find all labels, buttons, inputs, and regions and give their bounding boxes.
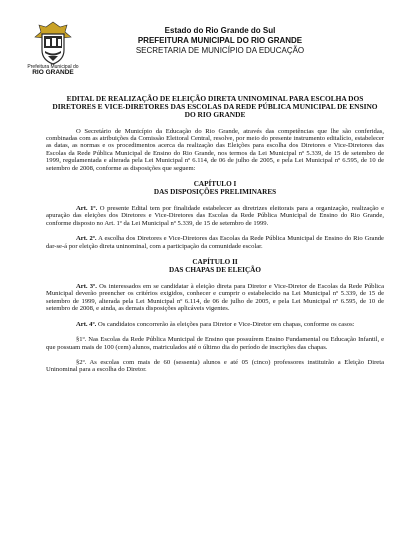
letterhead xyxy=(22,16,402,76)
crest-caption-line1: Prefeitura Municipal do xyxy=(27,64,79,70)
article-2-label: Art. 2º. xyxy=(76,235,97,243)
article-1-label: Art. 1º. xyxy=(76,205,98,213)
chapter1-label: CAPÍTULO I xyxy=(193,180,237,189)
chapter2-title: DAS CHAPAS DE ELEIÇÃO xyxy=(169,266,261,275)
article-4-text: Os candidatos concorrerão às eleições para Diretor e Vice-Diretor em chapas, conforme os casos: xyxy=(96,320,355,328)
crest-caption xyxy=(22,64,84,76)
chapter2-label: CAPÍTULO II xyxy=(192,258,238,267)
article-3-label: Art. 3º. xyxy=(76,283,97,291)
paragraph-1: §1º. Nas Escolas da Rede Pública Municipal de Ensino que possuírem Ensino Fundamental ou Educação Infantil, e que possuam mais de 100 (cem) alunos, matriculados até o último dia do período de inscrições das chapas. xyxy=(46,336,384,351)
edital-body xyxy=(46,95,384,374)
letterhead-text xyxy=(120,26,320,56)
article-3 xyxy=(46,283,384,313)
edital-title: EDITAL DE REALIZAÇÃO DE ELEIÇÃO DIRETA UNINOMINAL PARA ESCOLHA DOS DIRETORES E VICE-DIRETORES DAS ESCOLAS DA REDE PÚBLICA MUNICIPAL DE ENSINO DO RIO GRANDE xyxy=(52,94,378,120)
prefeitura-name: PREFEITURA MUNICIPAL DO RIO GRANDE xyxy=(137,36,303,45)
secretaria-name: SECRETARIA DE MUNICÍPIO DA EDUCAÇÃO xyxy=(135,46,305,55)
chapter1-title: DAS DISPOSIÇÕES PRELIMINARES xyxy=(153,188,277,197)
article-2-text: A escolha dos Diretores e Vice-Diretores das Escolas da Rede Pública Municipal de Ensino do Rio Grande dar-se-á por eleição direta uninominal, com a participação da comunidade escolar. xyxy=(46,235,384,250)
article-3-text: Os interessados em se candidatar à eleição direta para Diretor e Vice-Diretor de Escolas da Rede Pública Municipal deverão preencher os critérios exigidos, conhecer e cumprir o estabelecido na Lei Municipal nº 5.339, de 15 de setembro de 1999, alterada pela Lei Municipal nº 6.114, de 06 de julho de 2005, e pela Lei Municipal nº 6.595, de 10 de setembro de 2008, e ainda, as demais disposições aplicáveis vigentes. xyxy=(46,283,384,313)
intro-paragraph: O Secretário de Município da Educação do Rio Grande, através das competências que lhe são conferidas, combinadas com as atribuições da Comissão Eleitoral Central, resolve, por meio do presente instrumento editalício, estabelecer as datas, as normas e os procedimentos acerca da realização das Eleições para escolha dos Diretores e Vice-Diretores das Escolas da Rede Pública Municipal de Ensino do Rio Grande, nos termos da Lei Municipal nº 5.339, de 15 de setembro de 1999, regulamentada e alterada pela Lei Municipal nº 6.114, de 06 de julho de 2005, e pela Lei Municipal nº 6.595, de 10 de setembro de 2008, conforme as disposições que seguem: xyxy=(46,127,384,172)
crest-caption-line2: RIO GRANDE xyxy=(32,69,74,76)
article-1 xyxy=(46,205,384,227)
article-2 xyxy=(46,235,384,250)
paragraph-2: §2º. As escolas com mais de 60 (sessenta) alunos e até 05 (cinco) professores instituirão a Eleição Direta Uninominal para a escolha do Diretor. xyxy=(46,358,384,374)
state-name: Estado do Rio Grande do Sul xyxy=(164,26,276,35)
article-4-label: Art. 4º. xyxy=(76,320,97,328)
article-4 xyxy=(46,321,384,328)
article-1-text: O presente Edital tem por finalidade estabelecer as diretrizes eleitorais para a organização, realização e apuração das eleições dos Diretores e Vice-Diretores das Escolas da Rede Pública Municipal de Ensino do Rio Grande, conforme disposto no Art. 1º da Lei Municipal nº 5.339, de 15 de setembro de 1999. xyxy=(46,205,384,227)
